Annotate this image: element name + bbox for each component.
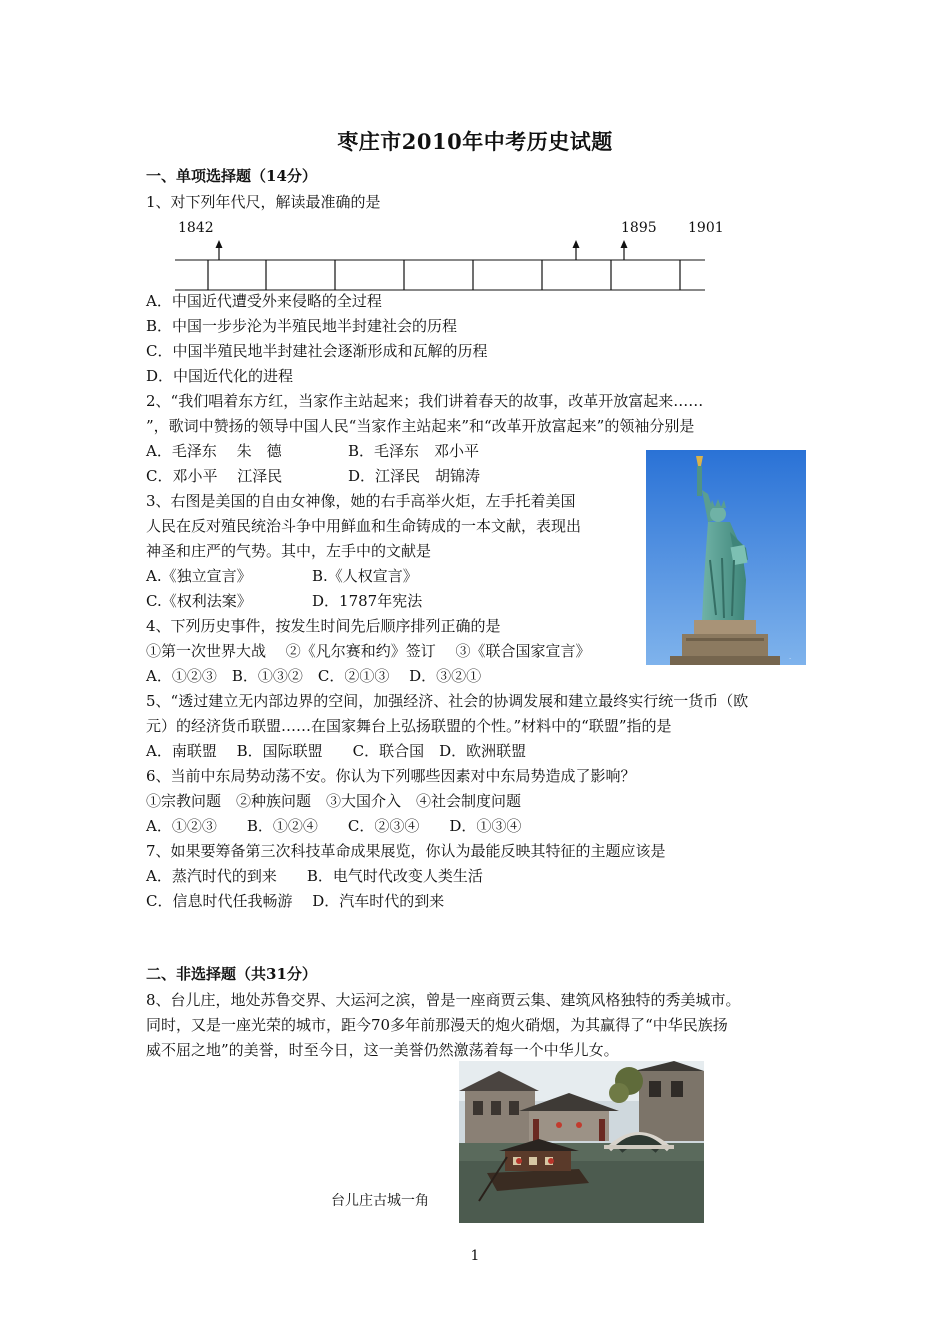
q8-line1: 8、台儿庄，地处苏鲁交界、大运河之滨，曾是一座商贾云集、建筑风格独特的秀美城市。 [146, 991, 741, 1009]
q8-line3: 威不屈之地”的美誉，时至今日，这一美誉仍然激荡着每一个中华儿女。 [146, 1041, 619, 1059]
timeline-arrow-1895 [621, 240, 628, 260]
taierzhuang-town-image [459, 1061, 704, 1223]
q6-items: ①宗教问题 ②种族问题 ③大国介入 ④社会制度问题 [146, 792, 522, 810]
q2-option-a: A．毛泽东 朱 德 [146, 442, 282, 460]
q2-line2: ”，歌词中赞扬的领导中国人民“当家作主站起来”和“改革开放富起来”的领袖分别是 [146, 417, 695, 435]
q2-option-c: C．邓小平 江泽民 [146, 467, 283, 485]
q4-stem: 4、下列历史事件，按发生时间先后顺序排列正确的是 [146, 617, 501, 635]
q3-option-c: C.《权利法案》 [146, 592, 252, 610]
timeline-label-1895: 1895 [621, 220, 657, 236]
q8-line2: 同时，又是一座光荣的城市，距今70多年前那漫天的炮火硝烟，为其赢得了“中华民族扬 [146, 1016, 728, 1034]
timeline-arrow-1842 [216, 240, 223, 260]
q1-stem: 1、对下列年代尺，解读最准确的是 [146, 193, 381, 211]
timeline-arrow-middle [573, 240, 580, 260]
q2-option-d: D．江泽民 胡锦涛 [348, 467, 481, 485]
q5-line2: 元）的经济货币联盟……在国家舞台上弘扬联盟的个性。”材料中的“联盟”指的是 [146, 717, 672, 735]
q4-items: ①第一次世界大战 ②《凡尔赛和约》签订 ③《联合国家宣言》 [146, 642, 591, 660]
timeline-label-1842: 1842 [178, 220, 214, 236]
statue-of-liberty-image [646, 450, 806, 665]
section1-heading: 一、单项选择题（14分） [146, 167, 317, 185]
q4-options: A．①②③ B．①③② C．②①③ D．③②① [146, 667, 482, 685]
q7-stem: 7、如果要筹备第三次科技革命成果展览，你认为最能反映其特征的主题应该是 [146, 842, 666, 860]
q1-option-b: B．中国一步步沦为半殖民地半封建社会的历程 [146, 317, 458, 335]
q1-option-d: D．中国近代化的进程 [146, 367, 294, 385]
page-number: 1 [470, 1248, 480, 1264]
q3-line1: 3、右图是美国的自由女神像，她的右手高举火炬，左手托着美国 [146, 492, 576, 510]
q7-options-ab: A．蒸汽时代的到来 B．电气时代改变人类生活 [146, 867, 483, 885]
q3-line3: 神圣和庄严的气势。其中，左手中的文献是 [146, 542, 432, 560]
timeline-ruler [170, 236, 710, 296]
q7-options-cd: C．信息时代任我畅游 D．汽车时代的到来 [146, 892, 445, 910]
timeline-label-1901: 1901 [688, 220, 724, 236]
photo-caption: 台儿庄古城一角 [331, 1193, 429, 1209]
q2-option-b: B．毛泽东 邓小平 [348, 442, 480, 460]
q3-option-a: A.《独立宣言》 [146, 567, 252, 585]
q1-option-a: A．中国近代遭受外来侵略的全过程 [146, 292, 382, 310]
q5-line1: 5、“透过建立无内部边界的空间，加强经济、社会的协调发展和建立最终实行统一货币（欧 [146, 692, 749, 710]
q1-option-c: C．中国半殖民地半封建社会逐渐形成和瓦解的历程 [146, 342, 488, 360]
q3-option-b: B.《人权宣言》 [312, 567, 418, 585]
page-title: 枣庄市2010年中考历史试题 [337, 129, 613, 154]
q6-options: A．①②③ B．①②④ C．②③④ D．①③④ [146, 817, 522, 835]
svg-text:·: · [789, 656, 791, 663]
section2-heading: 二、非选择题（共31分） [146, 965, 317, 983]
q6-stem: 6、当前中东局势动荡不安。你认为下列哪些因素对中东局势造成了影响？ [146, 767, 636, 785]
q3-line2: 人民在反对殖民统治斗争中用鲜血和生命铸成的一本文献，表现出 [146, 517, 582, 535]
q5-options: A．南联盟 B．国际联盟 C．联合国 D．欧洲联盟 [146, 742, 527, 760]
q2-line1: 2、“我们唱着东方红，当家作主站起来；我们讲着春天的故事，改革开放富起来…… [146, 392, 704, 410]
q3-option-d: D．1787年宪法 [312, 592, 423, 610]
